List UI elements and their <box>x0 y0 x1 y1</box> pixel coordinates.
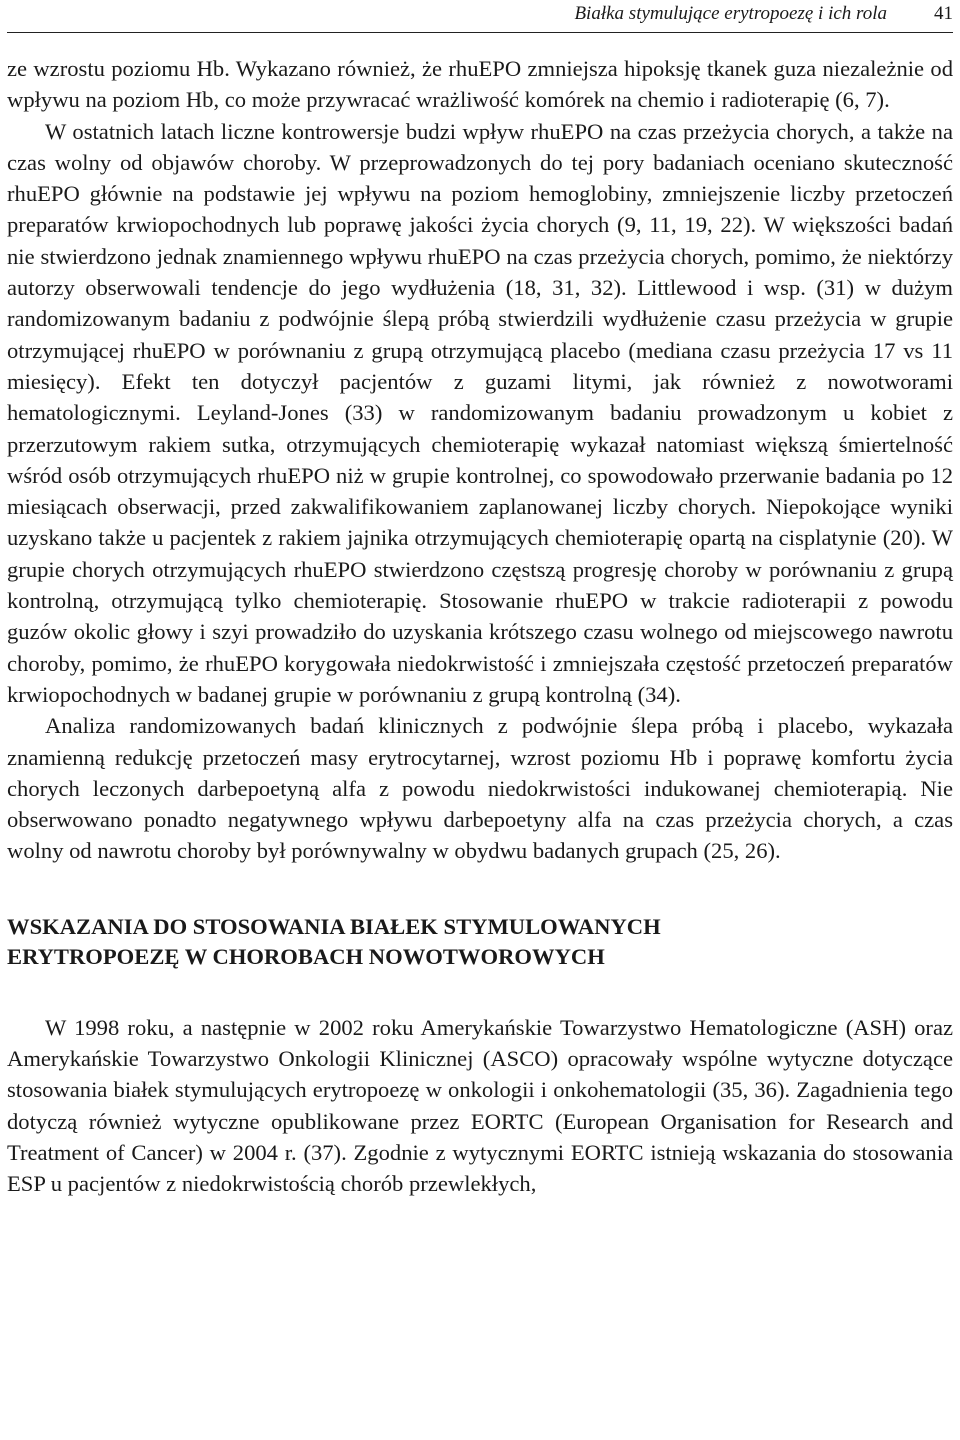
section-heading-line-2: ERYTROPOEZĘ W CHOROBACH NOWOTWOROWYCH <box>7 943 605 969</box>
section-heading <box>7 912 953 972</box>
paragraph-guidelines: W 1998 roku, a następnie w 2002 roku Amerykańskie Towarzystwo Hematologiczne (ASH) oraz Amerykańskie Towarzystwo Onkologii Klinicznej (ASCO) opracowały wspólne wytyczne dotyczące stosowania białek stymulujących erytropoezę w onkologii i onkohematologii (35, 36). Zagadnienia tego dotyczą również wytyczne opublikowane przez EORTC (European Organisation for Research and Treatment of Cancer) w 2004 r. (37). Zgodnie z wytycznymi EORTC istnieją wskazania do stosowania ESP u pacjentów z niedokrwistością chorób przewlekłych, <box>7 1014 953 1197</box>
paragraph-rhuepo-survival: W ostatnich latach liczne kontrowersje budzi wpływ rhuEPO na czas przeżycia chorych, a także na czas wolny od objawów choroby. W przeprowadzonych do tej pory badaniach oceniano skuteczność rhuEPO głównie na podstawie jej wpływu na poziom hemoglobiny, zmniejszenie liczby przetoczeń preparatów krwiopochodnych lub poprawę jakości życia chorych (9, 11, 19, 22). W większości badań nie stwierdzono jednak znamiennego wpływu rhuEPO na czas przeżycia chorych, pomimo, że niektórzy autorzy obserwowali tendencje do jego wydłużenia (18, 31, 32). Littlewood i wsp. (31) w dużym randomizowanym badaniu z podwójnie ślepą próbą stwierdzili wydłużenie czasu przeżycia w grupie otrzymującej rhuEPO w porównaniu z grupą otrzymującą placebo (mediana czasu przeżycia 17 vs 11 miesięcy). Efekt ten dotyczył pacjentów z guzami litymi, jak również z nowotworami hematologicznymi. Leyland-Jones (33) w randomizowanym badaniu prowadzonym u kobiet z przerzutowym rakiem sutka, otrzymujących chemioterapię wykazał natomiast większą śmiertelność wśród osób otrzymujących rhuEPO niż w grupie kontrolnej, co spowodowało przerwanie badania po 12 miesiącach obserwacji, przed zakwalifikowaniem zaplanowanej liczby chorych. Niepokojące wyniki uzyskano także u pacjentek z rakiem jajnika otrzymujących chemioterapię opartą na cisplatynie (20). W grupie chorych otrzymujących rhuEPO stwierdzono częstszą progresję choroby w porównaniu z grupą kontrolną, otrzymującą tylko chemioterapię. Stosowanie rhuEPO w trakcie radioterapii z powodu guzów okolic głowy i szyi prowadziło do uzyskania krótszego czasu wolnego od miejscowego nawrotu choroby, pomimo, że rhuEPO korygowała niedokrwistość i zmniejszała częstość przetoczeń preparatów krwiopochodnych w badanej grupie w porównaniu z grupą kontrolną (34). <box>7 118 953 707</box>
document-page <box>7 0 953 1200</box>
paragraph-darbepoetin-analysis: Analiza randomizowanych badań klinicznych z podwójnie ślepa próbą i placebo, wykazała znamienną redukcję przetoczeń masy erytrocytarnej, wzrost poziomu Hb i poprawę komfortu życia chorych leczonych darbepoetyną alfa z powodu niedokrwistości indukowanej chemioterapią. Nie obserwowano ponadto negatywnego wpływu darbepoetyny alfa na czas przeżycia chorych, a czas wolny od nawrotu choroby był porównywalny w obydwu badanych grupach (25, 26). <box>7 713 953 864</box>
paragraph-continued: ze wzrostu poziomu Hb. Wykazano również, że rhuEPO zmniejsza hipoksję tkanek guza niezależnie od wpływu na poziom Hb, co może przywracać wrażliwość komórek na chemio i radioterapię (6, 7). <box>7 56 953 113</box>
running-header <box>7 0 953 33</box>
section-heading-line-1: WSKAZANIA DO STOSOWANIA BIAŁEK STYMULOWANYCH <box>7 913 661 939</box>
running-title: Białka stymulujące erytropoezę i ich rola <box>574 3 887 24</box>
page-number: 41 <box>934 3 953 24</box>
